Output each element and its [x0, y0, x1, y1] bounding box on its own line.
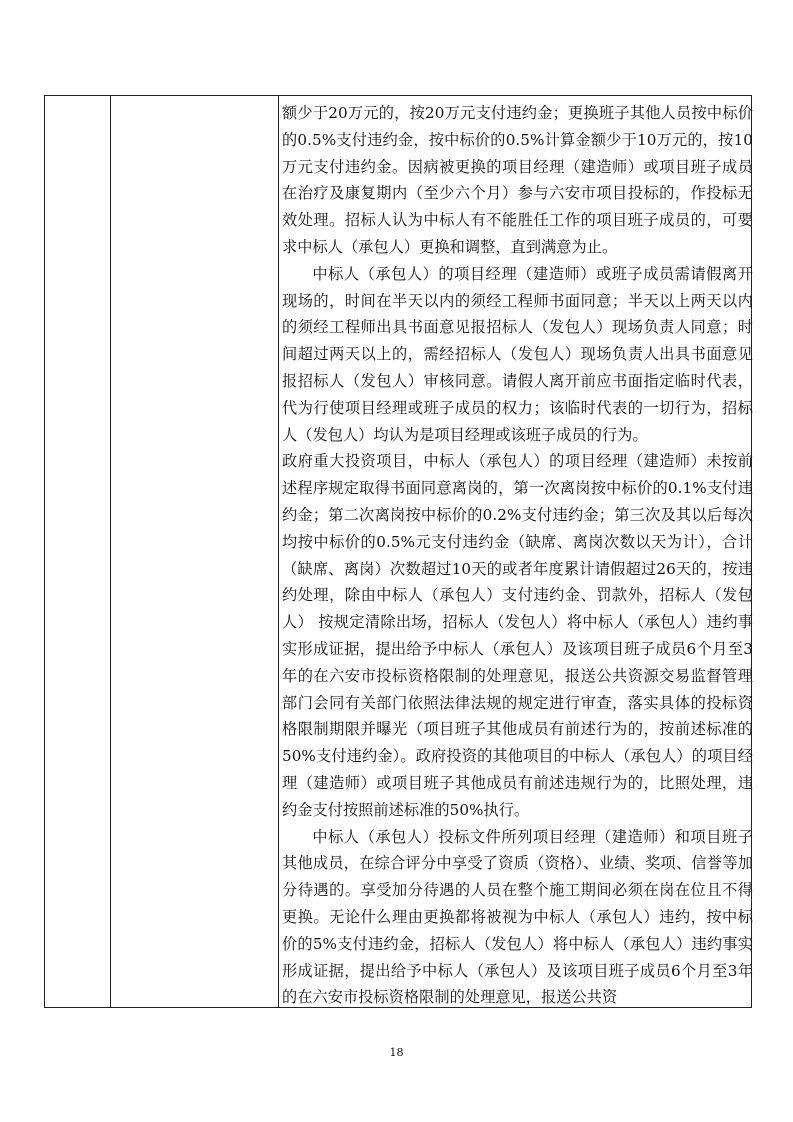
content-table — [44, 95, 752, 1008]
table-text-cell — [279, 96, 753, 1007]
paragraph-2: 中标人（承包人）的项目经理（建造师）或班子成员需请假离开现场的，时间在半天以内的须经工程师书面同意；半天以上两天以内的须经工程师出具书面意见报招标人（发包人）现场负责人同意；时间超过两天以上的，需经招标人（发包人）现场负责人出具书面意见报招标人（发包人）审核同意。请假人离开前应书面指定临时代表，代为行使项目经理或班子成员的权力；该临时代表的一切行为，招标人（发包人）均认为是项目经理或该班子成员的行为。 — [282, 264, 753, 444]
paragraph-3: 政府重大投资项目，中标人（承包人）的项目经理（建造师）未按前述程序规定取得书面同意离岗的，第一次离岗按中标价的0.1%支付违约金；第二次离岗按中标价的0.2%支付违约金；第三次及其以后每次均按中标价的0.5%元支付违约金（缺席、离岗次数以天为计），合计（缺席、离岗）次数超过10天的或者年度累计请假超过26天的，按违约处理，除由中标人（承包人）支付违约金、罚款外，招标人（发包人） 按规定清除出场，招标人（发包人）将中标人（承包人）违约事实形成证据，提出给予中标人（承包人）及该项目班子成员6个月至3年的在六安市投标资格限制的处理意见，报送公共资源交易监督管理部门会同有关部门依照法律法规的规定进行审查，落实具体的投标资格限制期限并曝光（项目班子其他成员有前述行为的，按前述标准的50%支付违约金）。政府投资的其他项目的中标人（承包人）的项目经理（建造师）或项目班子其他成员有前述违规行为的，比照处理，违约金支付按照前述标准的50%执行。 — [282, 452, 753, 819]
paragraph-1: 额少于20万元的，按20万元支付违约金；更换班子其他人员按中标价的0.5%支付违约金，按中标价的0.5%计算金额少于10万元的，按10万元支付违约金。因病被更换的项目经理（建造师）或项目班子成员在治疗及康复期内（至少六个月）参与六安市项目投标的，作投标无效处理。招标人认为中标人有不能胜任工作的项目班子成员的，可要求中标人（承包人）更换和调整，直到满意为止。 — [282, 104, 753, 256]
table-column-1 — [45, 96, 111, 1007]
paragraph-4: 中标人（承包人）投标文件所列项目经理（建造师）和项目班子其他成员，在综合评分中享受了资质（资格）、业绩、奖项、信誉等加分待遇的。享受加分待遇的人员在整个施工期间必须在岗在位且不得更换。无论什么理由更换都将被视为中标人（承包人）违约，按中标价的5%支付违约金，招标人（发包人）将中标人（承包人）违约事实形成证据，提出给予中标人（承包人）及该项目班子成员6个月至3年的在六安市投标资格限制的处理意见，报送公共资 — [282, 827, 753, 1007]
page-number: 18 — [389, 1046, 404, 1059]
table-column-2 — [111, 96, 279, 1007]
